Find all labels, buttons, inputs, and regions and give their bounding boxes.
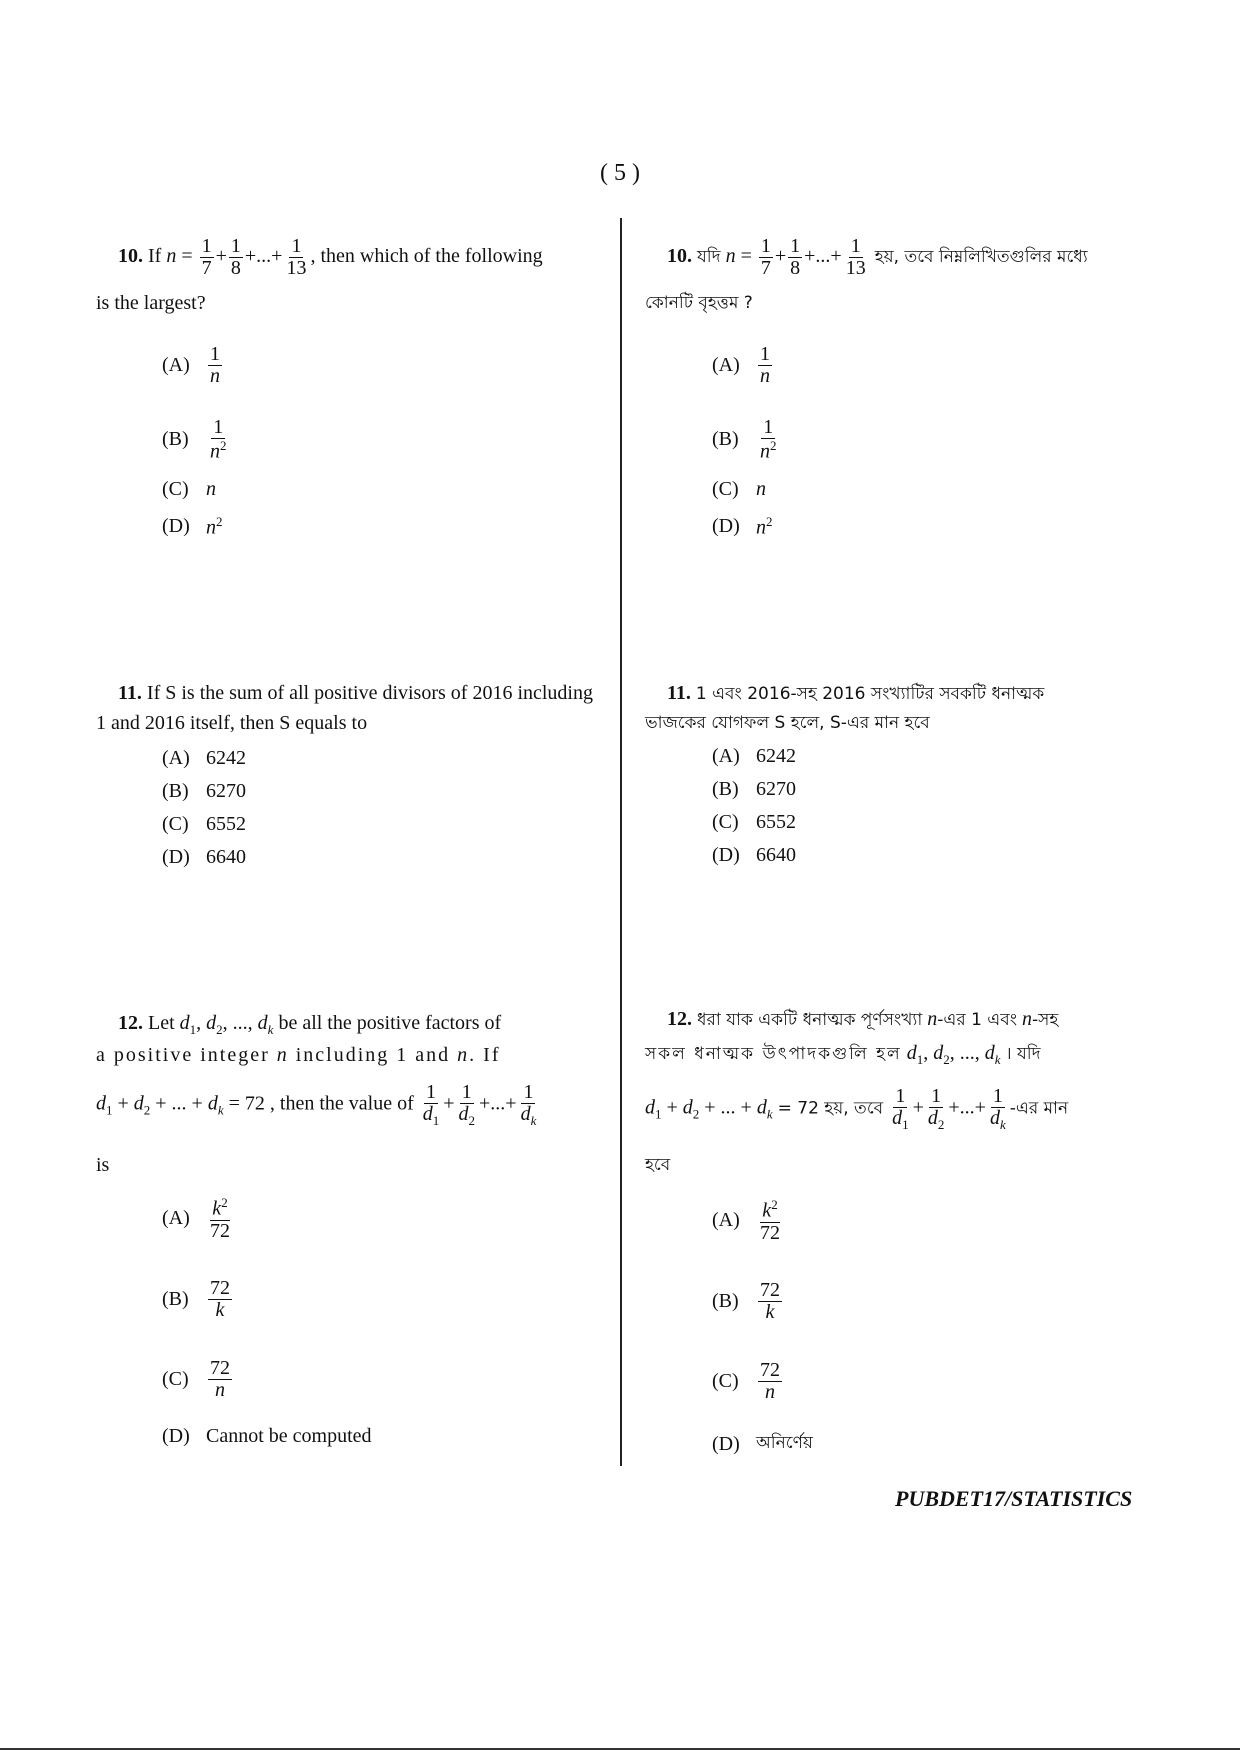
q12-bn-line2: সকল ধনাত্মক উৎপাদকগুলি হল $d_1$, $d_2$, ..., $d_k$ । যদি [645, 1042, 1041, 1067]
q11-bn-option-a: (A) 6242 [712, 745, 796, 767]
q12-bn-line1: 12. ধরা যাক একটি ধনাত্মক পূর্ণসংখ্যা n-এর 1 এবং n-সহ [667, 1008, 1059, 1030]
q10-en-option-a: (A) $\frac{1}{n}$ [162, 343, 220, 387]
q11-bn-option-c: (C) 6552 [712, 811, 796, 833]
q12-en-line3: $d_1 + d_2$ + ... + $d_k = 72$ , then the value of $\frac{1}{d_1}$ + $\frac{1}{d_2}$ +...+ $\frac{1}{d_k}$ [96, 1081, 537, 1128]
q11-en-option-d: (D) 6640 [162, 846, 246, 868]
q12-en-option-b: (B) $\frac{72}{k}$ [162, 1277, 230, 1321]
bottom-rule [0, 1748, 1240, 1750]
q10-bn-lead: যদি [697, 247, 721, 268]
q10-number: 10. [118, 245, 143, 268]
q11-en-option-a: (A) 6242 [162, 747, 246, 769]
q10-bn-option-d: (D) $n^2$ [712, 514, 773, 539]
q10-en-lead: If [148, 245, 162, 268]
q11-en-option-b: (B) 6270 [162, 780, 246, 802]
column-divider [620, 218, 622, 1466]
q11-bn-line1: 1 এবং 2016-সহ 2016 সংখ্যাটির সবকটি ধনাত্মক [695, 684, 1045, 704]
q10-bn-tail: হয়, তবে নিম্নলিখিতগুলির মধ্যে [874, 247, 1088, 268]
q10-english [118, 236, 598, 279]
q11-english [96, 678, 600, 738]
q12-number: 12. [118, 1012, 143, 1034]
q12-bn-line3: $d_1 + d_2$ + ... + $d_k = 72$ হয়, তবে $\frac{1}{d_1}$ + $\frac{1}{d_2}$ +...+ $\frac{1}{d_k}$ -এর মান [645, 1085, 1069, 1132]
q12-bn-option-d: (D) অনির্ণেয় [712, 1432, 813, 1455]
q11-bn-line2: ভাজকের যোগফল S হলে, S-এর মান হবে [645, 713, 930, 733]
page-number: ( 5 ) [600, 160, 640, 186]
q12-en-line2: a positive integer n including 1 and n. If [96, 1044, 501, 1066]
q10-en-option-b: (B) $\frac{1}{n^2}$ [162, 416, 227, 463]
q12-bn-line4: হবে [645, 1155, 671, 1175]
q10-bengali: 10. যদি n = $\frac{1}{7}$ + $\frac{1}{8}$ +...+ $\frac{1}{13}$ হয়, তবে নিম্নলিখিতগুলির মধ্যে [667, 235, 1088, 279]
q10-en-option-d: (D) $n^2$ [162, 514, 223, 539]
q10-bn-option-a: (A) $\frac{1}{n}$ [712, 343, 770, 387]
footer-code: PUBDET17/STATISTICS [895, 1486, 1133, 1511]
q10-bn-option-c: (C) n [712, 478, 766, 500]
q11-bn-options [712, 740, 796, 872]
q11-number: 11. [118, 682, 142, 704]
q12-en-option-d: (D) Cannot be computed [162, 1425, 372, 1447]
q10-en-tail: , then which of the following [310, 245, 543, 268]
q10-en-line2: is the largest? [96, 292, 206, 314]
q12-bn-option-c: (C) $\frac{72}{n}$ [712, 1359, 780, 1403]
q12-bn-option-a: (A) $\frac{k^2}{72}$ [712, 1197, 780, 1244]
q11-en-options [162, 742, 246, 874]
q11-en-option-c: (C) 6552 [162, 813, 246, 835]
q12-en-line1: 12. Let $d_1$, $d_2$, ..., $d_k$ be all the positive factors of [118, 1012, 502, 1037]
q12-bn-option-b: (B) $\frac{72}{k}$ [712, 1279, 780, 1323]
q12-en-line4: is [96, 1154, 110, 1176]
q12-en-option-c: (C) $\frac{72}{n}$ [162, 1357, 230, 1401]
q11-en-text: If S is the sum of all positive divisors of 2016 including 1 and 2016 itself, then S equals to [96, 682, 593, 734]
q10-formula: n = $\frac{1}{7}$ + $\frac{1}{8}$ +...+ $\frac{1}{13}$ [166, 235, 307, 279]
q10-bn-option-b: (B) $\frac{1}{n^2}$ [712, 416, 777, 463]
q10-en-option-c: (C) n [162, 478, 216, 500]
q11-bengali: 11. 1 এবং 2016-সহ 2016 সংখ্যাটির সবকটি ধনাত্মক [667, 682, 1045, 704]
q11-bn-option-d: (D) 6640 [712, 844, 796, 866]
q10-bn-line2: কোনটি বৃহত্তম ? [645, 293, 753, 313]
q12-en-option-a: (A) $\frac{k^2}{72}$ [162, 1195, 230, 1242]
q11-bn-option-b: (B) 6270 [712, 778, 796, 800]
